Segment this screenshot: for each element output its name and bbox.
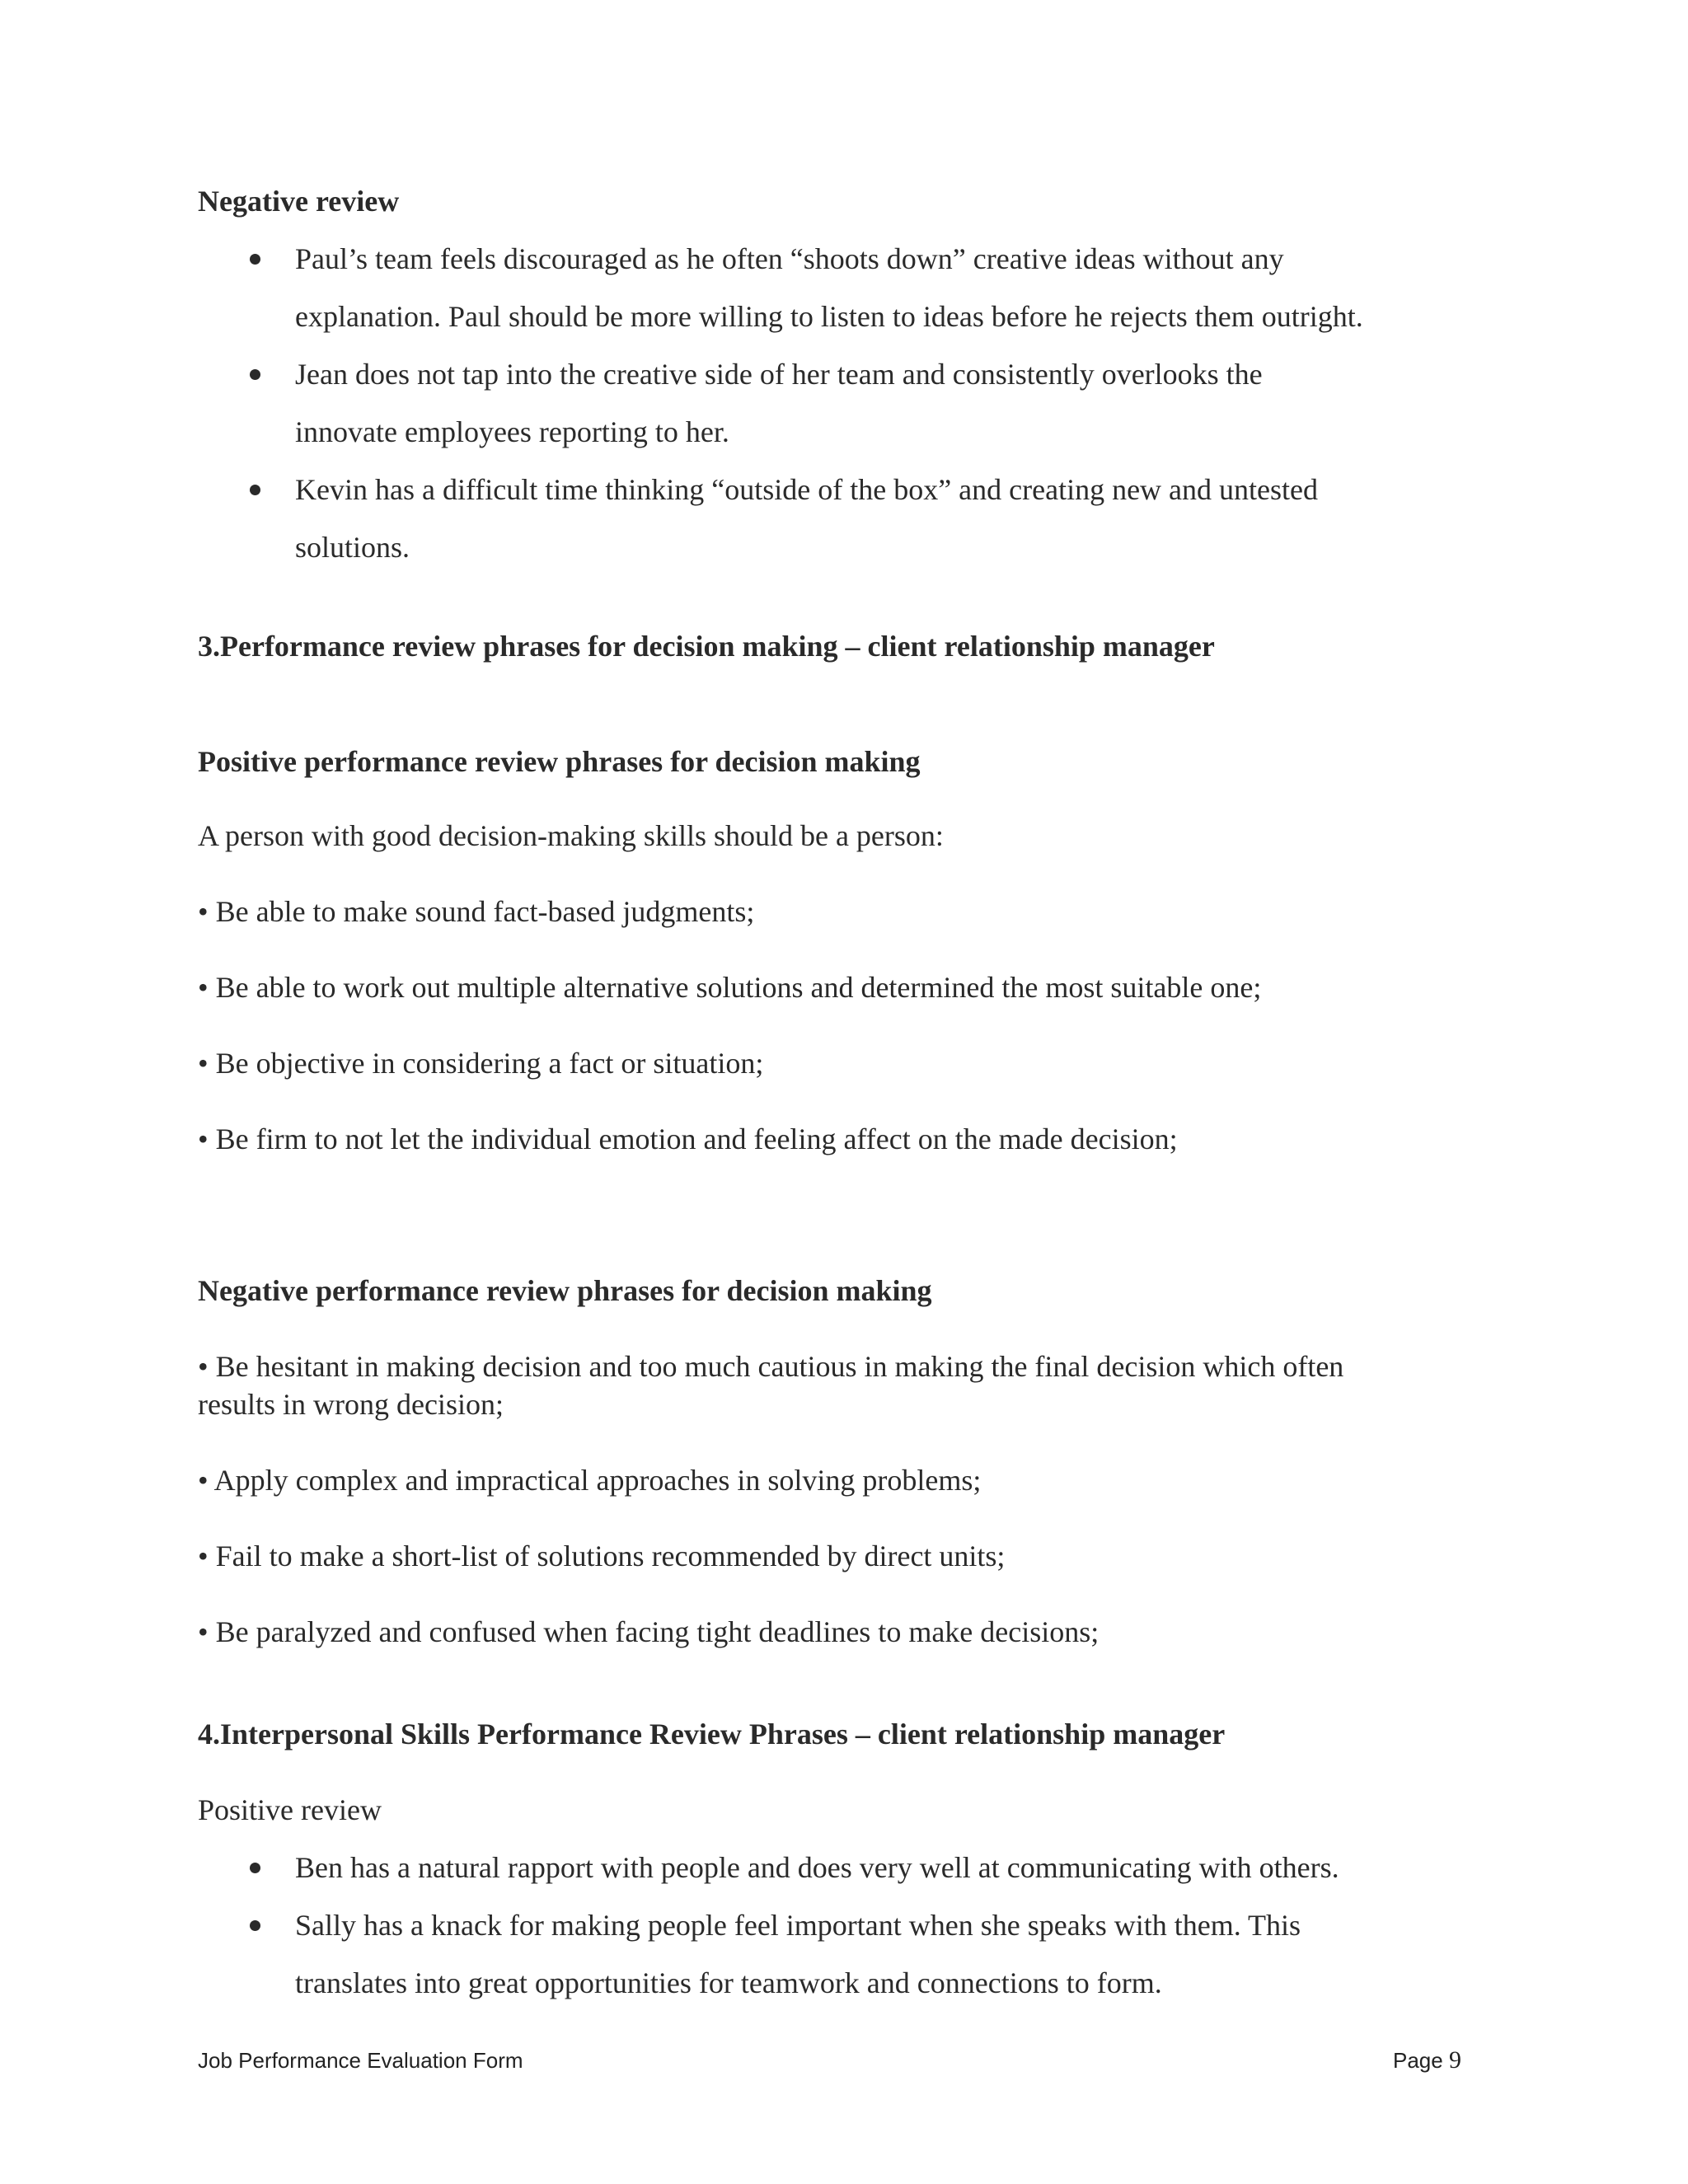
bullet-icon [250, 369, 260, 380]
negative-review-item-3-line-2: solutions. [295, 531, 410, 564]
negative-decision-item-1-line-2: results in wrong decision; [198, 1388, 504, 1421]
positive-decision-intro: A person with good decision-making skills should be a person: [198, 819, 944, 852]
negative-decision-item-2: • Apply complex and impractical approaches in solving problems; [198, 1464, 982, 1497]
bullet-icon [250, 485, 260, 495]
negative-review-item-1-line-2: explanation. Paul should be more willing to listen to ideas before he rejects them outright. [295, 300, 1363, 333]
interpersonal-item-2-line-1: Sally has a knack for making people feel important when she speaks with them. This [295, 1909, 1301, 1942]
positive-decision-item-4: • Be firm to not let the individual emotion and feeling affect on the made decision; [198, 1122, 1178, 1155]
bullet-icon [250, 254, 260, 265]
negative-review-heading: Negative review [198, 185, 400, 218]
interpersonal-section-heading: 4.Interpersonal Skills Performance Review Phrases – client relationship manager [198, 1718, 1226, 1750]
bullet-icon [250, 1863, 260, 1873]
interpersonal-item-1-line-1: Ben has a natural rapport with people and does very well at communicating with others. [295, 1851, 1339, 1884]
footer-page-indicator [1393, 2047, 1461, 2074]
positive-decision-heading: Positive performance review phrases for decision making [198, 745, 921, 778]
bullet-icon [250, 1920, 260, 1931]
negative-decision-heading: Negative performance review phrases for decision making [198, 1274, 932, 1307]
negative-review-item-2-line-1: Jean does not tap into the creative side of her team and consistently overlooks the [295, 358, 1263, 391]
positive-decision-item-3: • Be objective in considering a fact or situation; [198, 1047, 764, 1080]
footer-page-number: 9 [1448, 2046, 1461, 2074]
footer-document-title: Job Performance Evaluation Form [198, 2048, 523, 2073]
footer-page-label: Page [1393, 2048, 1443, 2073]
negative-review-item-1-line-1: Paul’s team feels discouraged as he often “shoots down” creative ideas without any [295, 242, 1284, 275]
negative-decision-item-3: • Fail to make a short-list of solutions recommended by direct units; [198, 1540, 1006, 1572]
interpersonal-positive-subheading: Positive review [198, 1793, 382, 1826]
negative-review-item-3-line-1: Kevin has a difficult time thinking “outside of the box” and creating new and untested [295, 473, 1318, 506]
negative-decision-item-1-line-1: • Be hesitant in making decision and too much cautious in making the final decision which often [198, 1350, 1344, 1383]
decision-making-section-heading: 3.Performance review phrases for decision making – client relationship manager [198, 630, 1215, 663]
positive-decision-item-1: • Be able to make sound fact-based judgments; [198, 895, 755, 928]
interpersonal-item-2-line-2: translates into great opportunities for teamwork and connections to form. [295, 1966, 1162, 1999]
negative-decision-item-4: • Be paralyzed and confused when facing tight deadlines to make decisions; [198, 1615, 1100, 1648]
positive-decision-item-2: • Be able to work out multiple alternative solutions and determined the most suitable one; [198, 971, 1262, 1004]
negative-review-item-2-line-2: innovate employees reporting to her. [295, 415, 729, 448]
